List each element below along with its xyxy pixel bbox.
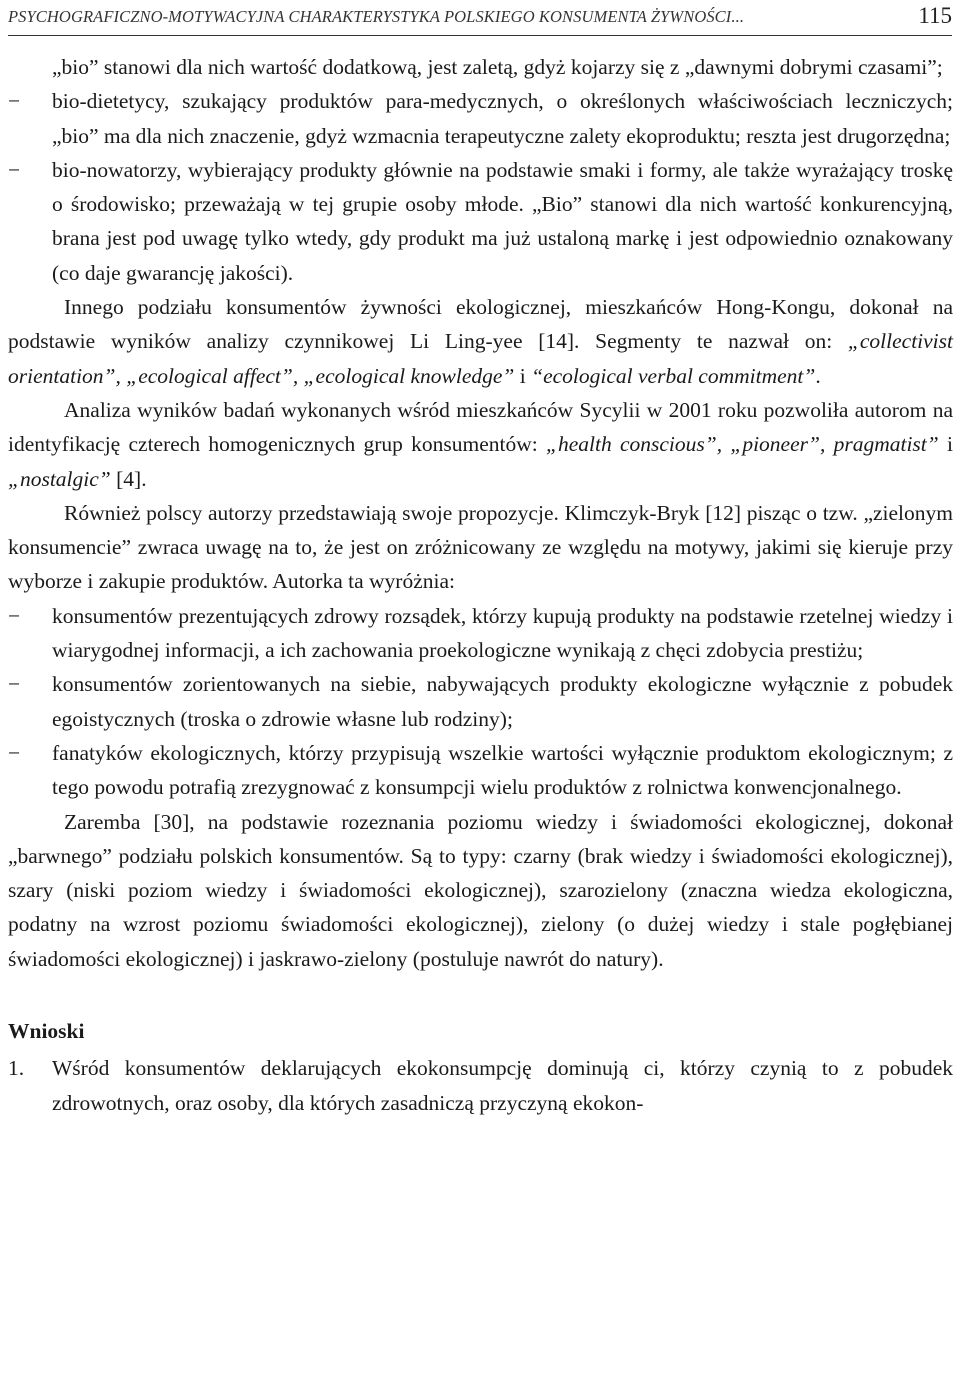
segment-term: “ecological verbal commitment”	[531, 363, 816, 388]
list-item	[8, 84, 953, 153]
list-item-text: konsumentów prezentujących zdrowy rozsądek, którzy kupują produkty na podstawie rzetelnej wiedzy i wiarygodnej informacji, a ich zachowania proekologiczne wynikają z chęci zdobycia prestiżu;	[52, 603, 953, 663]
paragraph-polish-authors: Również polscy autorzy przedstawiają swoje propozycje. Klimczyk-Bryk [12] pisząc o tzw. „zielonym konsumencie” zwraca uwagę na to, że jest on zróżnicowany ze względu na motywy, jakimi się kieruje przy wyborze i zakupie produktów. Autorka ta wyróżnia:	[8, 500, 953, 594]
running-title: PSYCHOGRAFICZNO-MOTYWACYJNA CHARAKTERYSTYKA POLSKIEGO KONSUMENTA ŻYWNOŚCI...	[8, 7, 745, 26]
group-term: „nostalgic”	[8, 466, 111, 491]
dash-marker: −	[8, 672, 21, 697]
list-item-text: bio-dietetycy, szukający produktów para-medycznych, o określonych właściwościach leczniczych; „bio” ma dla nich znaczenie, gdyż wzmacnia terapeutyczne zalety ekoproduktu; reszta jest drugorzędna;	[52, 89, 953, 148]
paragraph-hong-kong	[8, 290, 953, 393]
page-number: 115	[918, 3, 952, 28]
list-item-text: konsumentów zorientowanych na siebie, nabywających produkty ekologiczne wyłącznie z pobudek egoistycznych (troska o zdrowie własne lub rodziny);	[52, 672, 953, 731]
segment-terms: „collectivist orientation”, „ecological affect”, „ecological knowledge”	[8, 329, 953, 388]
dash-marker: −	[8, 89, 21, 114]
dash-marker: −	[8, 603, 21, 628]
list-item	[8, 153, 953, 290]
paragraph-end: .	[815, 363, 821, 388]
page-header	[8, 3, 952, 36]
paragraph-text: Analiza wyników badań wykonanych wśród mieszkańców Sycylii w 2001 roku pozwoliła autorom na identyfikację czterech homogenicznych grup konsumentów:	[8, 397, 953, 457]
group-terms: „health conscious”, „pioneer”, pragmatist”	[546, 432, 939, 457]
list-item-text: bio-nowatorzy, wybierający produkty głównie na podstawie smaki i formy, ale także wyrażający troskę o środowisko; przeważają w tej grupie osoby młode. „Bio” stanowi dla nich wartość konkurencyjną, brana jest pod uwagę tylko wtedy, gdy produkt ma już ustaloną markę i jest odpowiednio oznakowany (co daje gwarancję jakości).	[52, 157, 953, 285]
list-item-text: fanatyków ekologicznych, którzy przypisują wszelkie wartości wyłącznie produktom ekologicznym; z tego powodu potrafią zrezygnować z konsumpcji wielu produktów z rolnictwa konwencjonalnego.	[52, 740, 953, 800]
dash-marker: −	[8, 740, 21, 765]
item-number: 1.	[8, 1056, 25, 1081]
paragraph-zaremba: Zaremba [30], na podstawie rozeznania poziomu wiedzy i świadomości ekologicznej, dokonał „barwnego” podziału polskich konsumentów. Są to typy: czarny (brak wiedzy i świadomości ekologicznej), szary (niski poziom wiedzy i świadomości ekologicznej), szarozielony (znaczna wiedza ekologiczna, podatny na wzrost poziomu świadomości ekologicznej), zielony (o dużej wiedzy i stale pogłębianej świadomości ekologicznej) i jaskrawo-zielony (postuluje nawrót do natury).	[8, 809, 953, 971]
page-body	[8, 50, 953, 1120]
numbered-item-text: Wśród konsumentów deklarujących ekokonsumpcję dominują ci, którzy czynią to z pobudek zdrowotnych, oraz osoby, dla których zasadniczą przyczyną ekokon-	[52, 1056, 953, 1115]
conjunction: i	[514, 363, 532, 388]
paragraph-sicily	[8, 393, 953, 496]
dash-marker: −	[8, 157, 21, 182]
list-item	[8, 599, 953, 668]
continued-list-item: „bio” stanowi dla nich wartość dodatkową, jest zaletą, gdyż kojarzy się z „dawnymi dobrymi czasami”;	[52, 55, 943, 79]
numbered-item	[8, 1051, 953, 1120]
list-item	[8, 667, 953, 736]
list-item	[8, 736, 953, 805]
paragraph-text: Innego podziału konsumentów żywności ekologicznej, mieszkańców Hong-Kongu, dokonał na podstawie wyników analizy czynnikowej Li Ling-yee [14]. Segmenty te nazwał on:	[8, 295, 953, 354]
section-heading: Wnioski	[8, 1019, 85, 1044]
citation: [4].	[110, 466, 147, 491]
conjunction: i	[938, 432, 953, 457]
